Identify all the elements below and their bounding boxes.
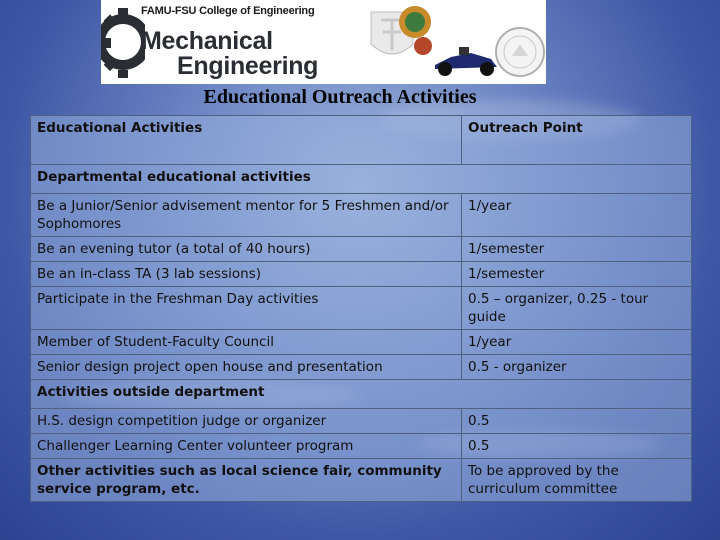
header-outreach-point: Outreach Point (462, 116, 692, 165)
outreach-table (30, 115, 692, 502)
section-label: Activities outside department (31, 380, 692, 409)
table-row (31, 287, 692, 330)
activity-cell: Other activities such as local science fair, community service program, etc. (31, 459, 462, 502)
race-car-icon (431, 35, 501, 79)
activity-cell: Be an evening tutor (a total of 40 hours) (31, 237, 462, 262)
table-row (31, 237, 692, 262)
point-cell: 0.5 (462, 409, 692, 434)
university-seal-icon (494, 22, 546, 82)
point-cell: 1/semester (462, 262, 692, 287)
logo-mechanical-text: Mechanical (141, 27, 273, 55)
gear-logo-icon (101, 0, 145, 84)
logo-engineering-text: Engineering (177, 52, 319, 80)
table-row (31, 434, 692, 459)
activity-cell: Be a Junior/Senior advisement mentor for 5 Freshmen and/or Sophomores (31, 194, 462, 237)
page-title: Educational Outreach Activities (203, 86, 477, 108)
table-row (31, 459, 692, 502)
activity-cell: Challenger Learning Center volunteer program (31, 434, 462, 459)
section-row-departmental (31, 165, 692, 194)
header-educational-activities: Educational Activities (31, 116, 462, 165)
table-row (31, 262, 692, 287)
activity-cell: H.S. design competition judge or organizer (31, 409, 462, 434)
table-header-row (31, 116, 692, 165)
point-cell: 0.5 - organizer (462, 355, 692, 380)
table-row (31, 330, 692, 355)
point-cell: 1/year (462, 194, 692, 237)
section-label: Departmental educational activities (31, 165, 692, 194)
table-row (31, 355, 692, 380)
activity-cell: Participate in the Freshman Day activities (31, 287, 462, 330)
logo-college-text: FAMU-FSU College of Engineering (141, 5, 315, 17)
point-cell: To be approved by the curriculum committee (462, 459, 692, 502)
point-cell: 1/year (462, 330, 692, 355)
table-row (31, 194, 692, 237)
activity-cell: Member of Student-Faculty Council (31, 330, 462, 355)
point-cell: 0.5 – organizer, 0.25 - tour guide (462, 287, 692, 330)
logo-banner (101, 0, 546, 84)
activity-cell: Senior design project open house and presentation (31, 355, 462, 380)
section-row-outside (31, 380, 692, 409)
point-cell: 1/semester (462, 237, 692, 262)
point-cell: 0.5 (462, 434, 692, 459)
activity-cell: Be an in-class TA (3 lab sessions) (31, 262, 462, 287)
table-row (31, 409, 692, 434)
university-crest-icon (363, 2, 433, 84)
